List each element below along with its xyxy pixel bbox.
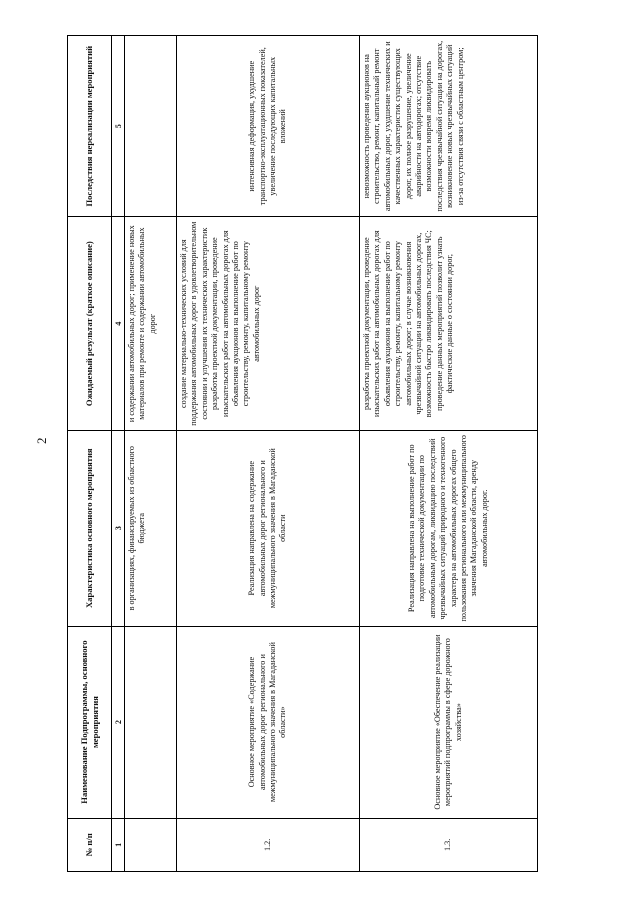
- column-number: 5: [112, 36, 125, 217]
- header-description: Характеристика основного мероприятия: [68, 430, 112, 626]
- row-consequences: интенсивная деформация, ухудшение транспортно-эксплуатационных показателей, увеличение последующих капитальных вложений: [177, 36, 360, 217]
- row-name: Основное мероприятие «Обеспечение реализации мероприятий подпрограммы в сфере дорожного хозяйства»: [360, 626, 538, 818]
- measures-table: [67, 35, 538, 872]
- table-row: [177, 36, 360, 872]
- header-name: Наименование Подпрограммы, основного мероприятия: [68, 626, 112, 818]
- header-consequences: Последствия нереализации мероприятий: [68, 36, 112, 217]
- column-number: 4: [112, 217, 125, 430]
- column-number-row: [112, 36, 125, 872]
- row-number: [125, 818, 177, 871]
- row-consequences: невозможность проведения аукционов на строительство, ремонт, капитальный ремонт автомобильных дорог, ухудшение технических и качественных характеристик существующих дорог, их полное разрушение, увеличение аварийности на автодорогах; отсутствие возможности вовремя ликвидировать последствия чрезвычайной ситуации на дорогах, возникновение новых чрезвычайных ситуаций из-за отсутствия связи с областным центром;: [360, 36, 538, 217]
- header-num: № п/п: [68, 818, 112, 871]
- row-name: Основное мероприятие «Содержание автомобильных дорог регионального и межмуниципального значения в Магаданской области»: [177, 626, 360, 818]
- row-result: и содержании автомобильных дорог; применение новых материалов при ремонте и содержании автомобильных дорог: [125, 217, 177, 430]
- row-name: [125, 626, 177, 818]
- row-number: 1.2.: [177, 818, 360, 871]
- column-number: 1: [112, 818, 125, 871]
- page-number: 2: [34, 437, 49, 444]
- table-header-row: [68, 36, 112, 872]
- table-row: [125, 36, 177, 872]
- row-description: в организациях, финансируемых из областного бюджета: [125, 430, 177, 626]
- table-row: [360, 36, 538, 872]
- rotated-table-container: [67, 35, 537, 872]
- row-result: разработка проектной документации, проведение изыскательских работ на автомобильных дорогах для объявления аукционов на выполнение работ по строительству, ремонту, капитальному ремонту автомобильных дорог; в случае возникновения чрезвычайной ситуации на автомобильных дорогах, возможность быстро ликвидировать последствия ЧС; проведение данных мероприятий позволит узнать фактические данные о состоянии дорог,: [360, 217, 538, 430]
- header-result: Ожидаемый результат (краткое описание): [68, 217, 112, 430]
- row-result: создание материально-технических условий для поддержания автомобильных дорог в удовлетворительном состоянии и улучшения их технических характеристик разработка проектной документации, проведение изыскательских работ на автомобильных дорогах для объявления аукционов на выполнение работ по строительству, ремонту, капитальному ремонту автомобильных дорог: [177, 217, 360, 430]
- row-consequences: [125, 36, 177, 217]
- row-description: Реализация направлена на выполнение работ по подготовке технической документации по автомобильным дорогам, ликвидацию последствий чрезвычайных ситуаций природного и техногенного характера на автомобильных дорогах общего пользования регионального или межмуниципального значения Магаданской области, аренду автомобильных дорог.: [360, 430, 538, 626]
- row-description: Реализация направлена на содержание автомобильных дорог регионального и межмуниципального значения в Магаданской области: [177, 430, 360, 626]
- column-number: 2: [112, 626, 125, 818]
- row-number: 1.3.: [360, 818, 538, 871]
- column-number: 3: [112, 430, 125, 626]
